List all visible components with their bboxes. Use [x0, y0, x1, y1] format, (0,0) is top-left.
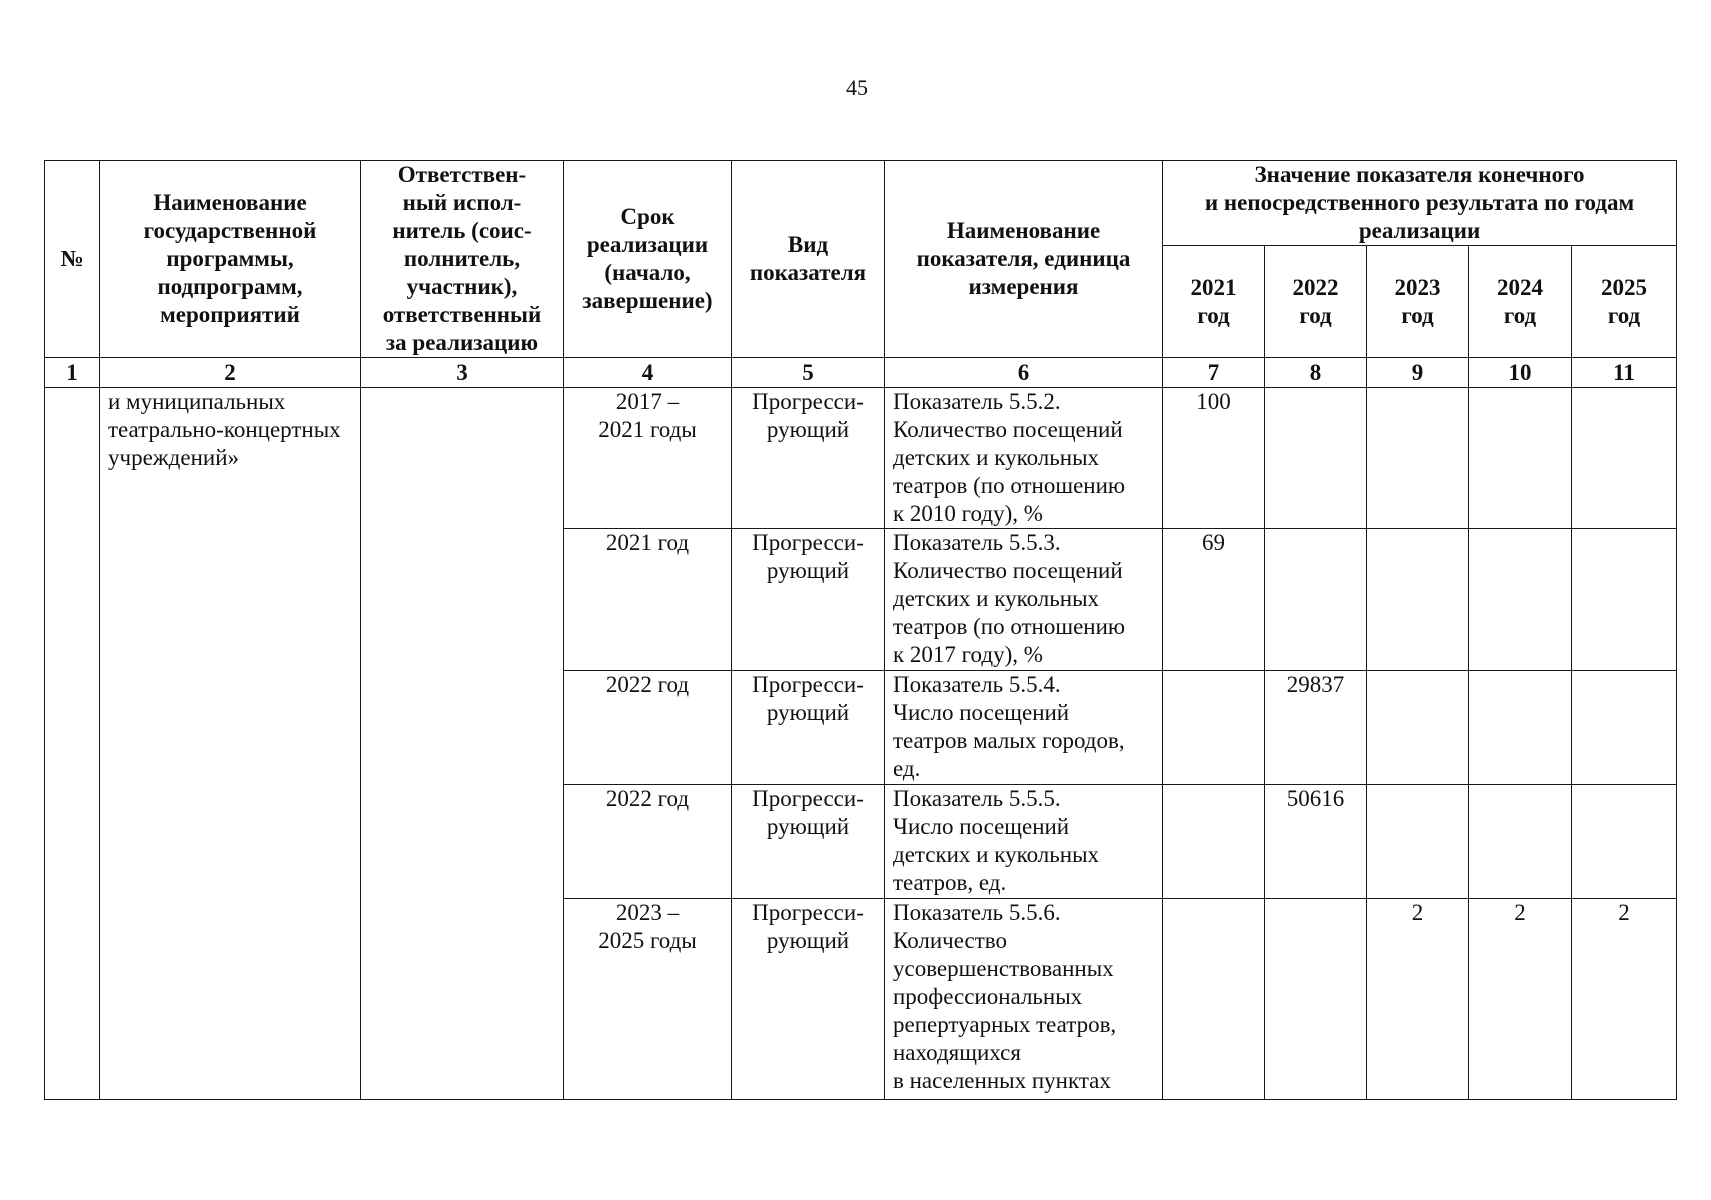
column-number: 2	[100, 358, 361, 388]
value-2022-cell: 29837	[1265, 671, 1367, 785]
value-2024-cell	[1469, 529, 1572, 671]
period-cell: 2022 год	[564, 785, 732, 899]
indicator-type-cell: Прогресси- рующий	[732, 529, 885, 671]
value-2022-cell	[1265, 388, 1367, 529]
header-row	[45, 161, 1677, 246]
value-2025-cell	[1572, 785, 1677, 899]
header-indicator-type: Вид показателя	[732, 161, 885, 358]
value-2024-cell	[1469, 785, 1572, 899]
value-2021-cell	[1163, 899, 1265, 1100]
header-executor: Ответствен- ный испол- нитель (соис- полнитель, участник), ответственный за реализацию	[361, 161, 564, 358]
indicator-name-cell: Показатель 5.5.3. Количество посещений детских и кукольных театров (по отношению к 2017 году), %	[885, 529, 1163, 671]
column-number: 5	[732, 358, 885, 388]
period-cell: 2023 – 2025 годы	[564, 899, 732, 1100]
page-number: 45	[846, 75, 868, 100]
value-2024-cell	[1469, 388, 1572, 529]
header-year-2023: 2023 год	[1367, 246, 1469, 358]
header-year-2022: 2022 год	[1265, 246, 1367, 358]
value-2022-cell	[1265, 529, 1367, 671]
program-indicators-table	[44, 160, 1677, 1100]
header-no: №	[45, 161, 100, 358]
column-number: 3	[361, 358, 564, 388]
header-indicator-name: Наименование показателя, единица измерения	[885, 161, 1163, 358]
table-row	[45, 388, 1677, 529]
indicator-name-cell: Показатель 5.5.4. Число посещений театров малых городов, ед.	[885, 671, 1163, 785]
value-2024-cell	[1469, 671, 1572, 785]
period-cell: 2022 год	[564, 671, 732, 785]
column-number: 4	[564, 358, 732, 388]
column-number: 9	[1367, 358, 1469, 388]
header-program: Наименование государственной программы, подпрограмм, мероприятий	[100, 161, 361, 358]
indicator-name-cell: Показатель 5.5.2. Количество посещений детских и кукольных театров (по отношению к 2010 году), %	[885, 388, 1163, 529]
indicator-type-cell: Прогресси- рующий	[732, 785, 885, 899]
header-values-group: Значение показателя конечного и непосредственного результата по годам реализации	[1163, 161, 1677, 246]
executor-cell	[361, 388, 564, 1100]
value-2024-cell: 2	[1469, 899, 1572, 1100]
header-year-2024: 2024 год	[1469, 246, 1572, 358]
value-2023-cell: 2	[1367, 899, 1469, 1100]
header-period: Срок реализации (начало, завершение)	[564, 161, 732, 358]
value-2025-cell	[1572, 671, 1677, 785]
value-2023-cell	[1367, 785, 1469, 899]
indicator-name-cell: Показатель 5.5.5. Число посещений детских и кукольных театров, ед.	[885, 785, 1163, 899]
indicator-type-cell: Прогресси- рующий	[732, 671, 885, 785]
value-2023-cell	[1367, 388, 1469, 529]
value-2025-cell	[1572, 529, 1677, 671]
column-number: 1	[45, 358, 100, 388]
value-2025-cell: 2	[1572, 899, 1677, 1100]
column-numbers-row	[45, 358, 1677, 388]
value-2021-cell	[1163, 671, 1265, 785]
value-2022-cell	[1265, 899, 1367, 1100]
indicator-name-cell: Показатель 5.5.6. Количество усовершенствованных профессиональных репертуарных театров, находящихся в населенных пунктах	[885, 899, 1163, 1100]
value-2021-cell: 100	[1163, 388, 1265, 529]
value-2021-cell: 69	[1163, 529, 1265, 671]
indicator-type-cell: Прогресси- рующий	[732, 388, 885, 529]
value-2023-cell	[1367, 671, 1469, 785]
column-number: 11	[1572, 358, 1677, 388]
header-year-2021: 2021 год	[1163, 246, 1265, 358]
header-year-2025: 2025 год	[1572, 246, 1677, 358]
column-number: 6	[885, 358, 1163, 388]
column-number: 8	[1265, 358, 1367, 388]
program-name-cell: и муниципальных театрально-концертных учреждений»	[100, 388, 361, 1100]
period-cell: 2021 год	[564, 529, 732, 671]
row-number-cell	[45, 388, 100, 1100]
value-2022-cell: 50616	[1265, 785, 1367, 899]
column-number: 10	[1469, 358, 1572, 388]
period-cell: 2017 – 2021 годы	[564, 388, 732, 529]
value-2025-cell	[1572, 388, 1677, 529]
value-2021-cell	[1163, 785, 1265, 899]
column-number: 7	[1163, 358, 1265, 388]
indicator-type-cell: Прогресси- рующий	[732, 899, 885, 1100]
value-2023-cell	[1367, 529, 1469, 671]
